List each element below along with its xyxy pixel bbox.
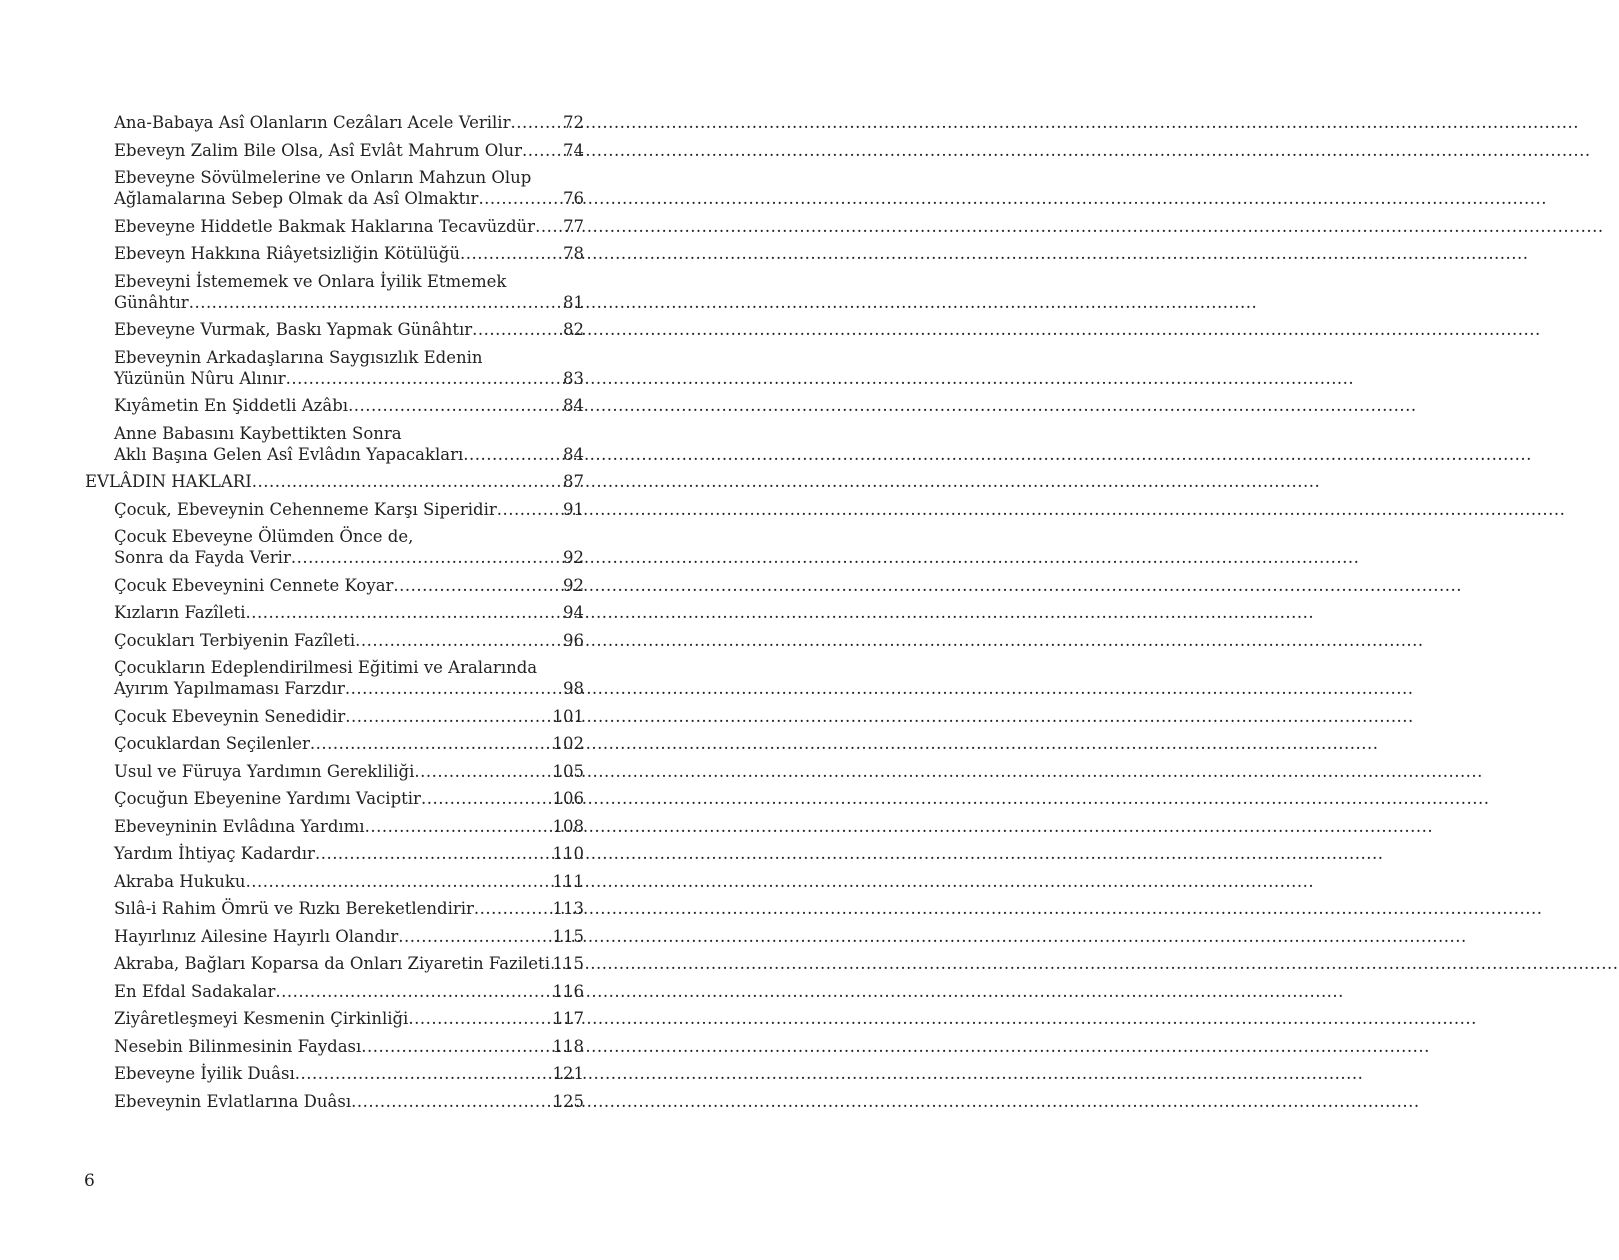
toc-entry-title: Çocuk, Ebeveynin Cehenneme Karşı Siperidir — [114, 499, 497, 519]
toc-entry-title: Günâhtır — [114, 292, 189, 312]
toc-entry-title-continued — [114, 526, 668, 547]
toc-entry-title: Ağlamalarına Sebep Olmak da Asî Olmaktır — [114, 189, 479, 208]
toc-entry — [0, 1036, 668, 1057]
toc-entry-title-line — [114, 188, 544, 209]
toc-entry-title: Çocukların Edeplendirilmesi Eğitimi ve Aralarında — [114, 658, 538, 677]
toc-entry — [0, 657, 668, 699]
toc-entry-title-line — [114, 981, 544, 1002]
toc-entry-title: Kıyâmetin En Şiddetli Azâbı — [114, 396, 349, 415]
toc-entry — [0, 630, 668, 651]
toc-entry-title: Usul ve Füruya Yardımın Gerekliliği — [114, 761, 415, 781]
toc-dot-leader — [497, 499, 1566, 520]
toc-entry-page-number: 125 — [552, 1091, 584, 1111]
toc-entry-title-line — [114, 871, 544, 892]
toc-entry-title: Ebeveyninin Evlâdına Yardımı — [114, 816, 365, 836]
toc-entry — [0, 761, 668, 782]
toc-entry-title-line — [114, 547, 544, 568]
toc-entry — [0, 602, 668, 623]
toc-entry-title-line — [114, 112, 544, 133]
toc-entry-page-number: 121 — [552, 1064, 584, 1083]
toc-entry — [0, 926, 668, 947]
toc-entry-title: Ebeveyni İstememek ve Onlara İyilik Etmemek — [114, 271, 507, 291]
toc-entry-page-number: 94 — [563, 603, 584, 622]
toc-dot-leader — [365, 816, 1434, 837]
toc-entry-title: En Efdal Sadakalar — [114, 981, 276, 1001]
toc-entry-title-continued — [114, 657, 668, 678]
toc-dot-leader — [351, 1091, 1420, 1112]
toc-entry-page-number: 91 — [563, 499, 584, 519]
toc-entry-title: Ebeveyne İyilik Duâsı — [114, 1064, 295, 1083]
toc-dot-leader — [393, 575, 1462, 596]
toc-entry-title-line — [114, 1008, 544, 1029]
toc-entry-title-line — [114, 733, 544, 754]
toc-entry-page-number: 113 — [552, 899, 584, 918]
toc-entry-page-number: 96 — [563, 630, 584, 650]
toc-entry-title: Yüzünün Nûru Alınır — [114, 368, 286, 388]
toc-entry-page-number: 92 — [563, 575, 584, 595]
toc-dot-leader — [355, 630, 1424, 651]
toc-dot-leader — [345, 706, 1414, 727]
toc-entry — [0, 1008, 668, 1029]
toc-entry-page-number: 77 — [563, 216, 584, 236]
toc-entry-title: Yardım İhtiyaç Kadardır — [114, 844, 315, 863]
toc-entry-title: Ebeveyne Vurmak, Baskı Yapmak Günâhtır — [114, 320, 473, 339]
toc-entry-title: Sonra da Fayda Verir — [114, 548, 291, 567]
toc-entry-title-line — [114, 243, 544, 264]
toc-entry-title-line — [85, 471, 544, 492]
toc-entry-title-line — [114, 216, 544, 237]
toc-entry-title: Hayırlınız Ailesine Hayırlı Olandır — [114, 926, 399, 946]
toc-entry-title: Ebeveyn Hakkına Riâyetsizliğin Kötülüğü — [114, 244, 460, 263]
toc-entry-title-line — [114, 788, 544, 809]
table-of-contents — [0, 112, 668, 1118]
toc-entry — [0, 395, 668, 416]
toc-dot-leader — [345, 678, 1414, 699]
toc-entry-title: Aklı Başına Gelen Asî Evlâdın Yapacakları — [114, 444, 464, 464]
toc-entry-title: Sılâ-i Rahim Ömrü ve Rızkı Bereketlendirir — [114, 899, 474, 918]
toc-entry-page-number: 83 — [563, 368, 584, 388]
toc-dot-leader — [474, 898, 1543, 919]
toc-entry-title-line — [114, 706, 544, 727]
toc-entry-title-line — [114, 575, 544, 596]
toc-entry — [0, 706, 668, 727]
toc-entry-title-continued — [114, 423, 668, 444]
toc-dot-leader — [246, 602, 1315, 623]
toc-entry-title-line — [114, 843, 544, 864]
toc-entry-page-number: 105 — [552, 761, 584, 781]
toc-entry-title: EVLÂDIN HAKLARI — [85, 472, 252, 491]
toc-entry-page-number: 117 — [552, 1009, 584, 1028]
toc-entry-title-line — [114, 816, 544, 837]
toc-entry — [0, 871, 668, 892]
toc-entry-title: Çocukları Terbiyenin Fazîleti — [114, 630, 356, 650]
toc-dot-leader — [472, 319, 1541, 340]
toc-entry-title-line — [114, 953, 550, 974]
toc-entry-page-number: 110 — [552, 844, 584, 863]
toc-entry-title-line — [114, 1036, 544, 1057]
toc-dot-leader — [460, 243, 1529, 264]
toc-entry — [0, 843, 668, 864]
toc-entry — [0, 1091, 668, 1112]
toc-dot-leader — [286, 368, 1355, 389]
toc-entry — [0, 733, 668, 754]
toc-dot-leader — [252, 471, 1321, 492]
toc-entry — [0, 112, 668, 133]
toc-entry-title: Ana-Babaya Asî Olanların Cezâları Acele Verilir — [114, 113, 511, 132]
toc-entry-page-number: 108 — [552, 816, 584, 836]
toc-dot-leader — [315, 843, 1384, 864]
toc-dot-leader — [246, 871, 1315, 892]
toc-dot-leader — [291, 547, 1360, 568]
toc-entry-title: Ebeveyne Sövülmelerine ve Onların Mahzun Olup — [114, 168, 532, 187]
toc-dot-leader — [463, 444, 1532, 465]
toc-entry-title-line — [114, 395, 544, 416]
toc-entry-page-number: 81 — [563, 292, 584, 312]
toc-entry-title-line — [114, 602, 544, 623]
toc-entry-title: Akraba, Bağları Koparsa da Onları Ziyaretin Fazileti — [114, 954, 550, 973]
toc-entry-title: Çocuğun Ebeyenine Yardımı Vaciptir — [114, 789, 421, 808]
toc-entry-title-line — [114, 292, 544, 313]
toc-entry-title: Çocuk Ebeveynin Senedidir — [114, 706, 346, 726]
toc-entry — [0, 347, 668, 389]
toc-entry — [0, 1063, 668, 1084]
toc-entry-title: Ebeveyne Hiddetle Bakmak Haklarına Tecavüzdür — [114, 216, 536, 236]
toc-entry-page-number: 87 — [563, 472, 584, 491]
toc-entry-title: Nesebin Bilinmesinin Faydası — [114, 1036, 362, 1056]
toc-entry — [0, 898, 668, 919]
toc-entry-page-number: 82 — [563, 320, 584, 339]
toc-dot-leader — [348, 395, 1417, 416]
toc-entry-title: Kızların Fazîleti — [114, 603, 246, 622]
page-number: 6 — [84, 1171, 95, 1191]
toc-entry-title: Anne Babasını Kaybettikten Sonra — [114, 423, 402, 443]
toc-entry-title-line — [114, 499, 544, 520]
toc-entry-title-line — [114, 630, 544, 651]
toc-entry-page-number: 102 — [552, 734, 584, 753]
toc-dot-leader — [295, 1063, 1364, 1084]
toc-section-heading — [0, 471, 668, 492]
toc-entry-title: Ayırım Yapılmaması Farzdır — [114, 679, 345, 698]
toc-entry — [0, 243, 668, 264]
toc-entry — [0, 953, 668, 974]
toc-entry-page-number: 115 — [552, 954, 584, 973]
toc-dot-leader — [535, 216, 1604, 237]
toc-entry-page-number: 115 — [552, 926, 584, 946]
toc-entry-title: Çocuk Ebeveynini Cennete Koyar — [114, 575, 394, 595]
toc-entry-title-line — [114, 1091, 544, 1112]
toc-entry-title-continued — [114, 347, 668, 368]
toc-entry — [0, 167, 668, 209]
toc-entry-title-continued — [114, 167, 668, 188]
toc-entry-title-line — [114, 444, 544, 465]
toc-entry — [0, 140, 668, 161]
toc-entry-title: Ebeveynin Evlatlarına Duâsı — [114, 1091, 352, 1111]
toc-entry-page-number: 106 — [552, 789, 584, 808]
toc-entry-page-number: 72 — [563, 113, 584, 132]
toc-dot-leader — [189, 292, 1258, 313]
toc-entry — [0, 816, 668, 837]
toc-entry-title-line — [114, 926, 544, 947]
toc-entry-title-continued — [114, 271, 668, 292]
toc-entry — [0, 575, 668, 596]
toc-entry — [0, 319, 668, 340]
toc-entry-page-number: 101 — [552, 706, 584, 726]
toc-dot-leader — [522, 140, 1591, 161]
toc-dot-leader — [550, 953, 1619, 974]
toc-entry-title: Akraba Hukuku — [114, 871, 246, 891]
toc-entry — [0, 271, 668, 313]
toc-entry-page-number: 84 — [563, 444, 584, 464]
toc-entry-page-number: 76 — [563, 189, 584, 208]
toc-entry-title-line — [114, 678, 544, 699]
toc-entry-title: Ebeveynin Arkadaşlarına Saygısızlık Edenin — [114, 347, 483, 367]
toc-entry-page-number: 74 — [563, 140, 584, 160]
toc-entry-page-number: 118 — [552, 1036, 584, 1056]
toc-dot-leader — [275, 981, 1344, 1002]
toc-entry-title-line — [114, 319, 544, 340]
toc-entry — [0, 788, 668, 809]
toc-entry-page-number: 84 — [563, 396, 584, 415]
toc-entry-title-line — [114, 368, 544, 389]
toc-entry — [0, 216, 668, 237]
toc-entry-title: Çocuk Ebeveyne Ölümden Önce de, — [114, 527, 414, 546]
toc-entry — [0, 423, 668, 465]
toc-entry-page-number: 111 — [552, 871, 584, 891]
toc-entry-title: Çocuklardan Seçilenler — [114, 734, 310, 753]
toc-entry-title-line — [114, 1063, 544, 1084]
toc-entry-page-number: 92 — [563, 548, 584, 567]
toc-entry-page-number: 78 — [563, 244, 584, 263]
toc-entry — [0, 499, 668, 520]
toc-entry-title-line — [114, 761, 544, 782]
toc-dot-leader — [510, 112, 1579, 133]
toc-dot-leader — [310, 733, 1379, 754]
toc-entry — [0, 526, 668, 568]
toc-entry-title: Ziyâretleşmeyi Kesmenin Çirkinliği — [114, 1009, 409, 1028]
toc-entry-page-number: 98 — [563, 679, 584, 698]
toc-entry-page-number: 116 — [552, 981, 584, 1001]
toc-dot-leader — [361, 1036, 1430, 1057]
toc-entry-title: Ebeveyn Zalim Bile Olsa, Asî Evlât Mahrum Olur — [114, 140, 523, 160]
toc-entry-title-line — [114, 898, 544, 919]
toc-entry — [0, 981, 668, 1002]
toc-dot-leader — [478, 188, 1547, 209]
toc-entry-title-line — [114, 140, 544, 161]
